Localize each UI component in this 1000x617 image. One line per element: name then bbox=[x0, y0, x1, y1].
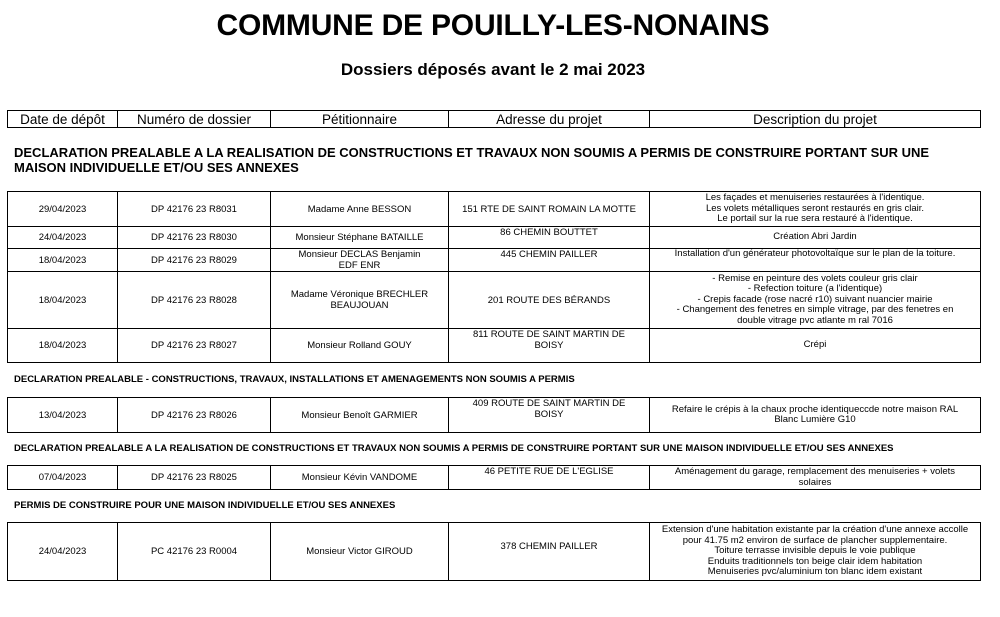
section-heading: PERMIS DE CONSTRUIRE POUR UNE MAISON INDIVIDUELLE ET/OU SES ANNEXES bbox=[14, 500, 396, 511]
cell-date: 18/04/2023 bbox=[8, 329, 118, 363]
cell-petitionnaire bbox=[271, 192, 449, 227]
line: 445 CHEMIN PAILLER bbox=[500, 249, 598, 260]
table-row bbox=[8, 227, 981, 249]
line: 86 CHEMIN BOUTTET bbox=[500, 227, 598, 238]
cell-adresse bbox=[449, 227, 650, 249]
cell-description bbox=[650, 329, 981, 363]
line: Monsieur Stéphane BATAILLE bbox=[295, 232, 424, 243]
line: Monsieur Benoît GARMIER bbox=[301, 409, 418, 421]
line: 46 PETITE RUE DE L'EGLISE bbox=[484, 466, 614, 477]
line: Monsieur Victor GIROUD bbox=[306, 546, 413, 557]
header-description: Description du projet bbox=[650, 111, 981, 128]
line: 378 CHEMIN PAILLER bbox=[500, 541, 598, 552]
header-date: Date de dépôt bbox=[8, 111, 118, 128]
cell-adresse bbox=[449, 466, 650, 490]
header-numero: Numéro de dossier bbox=[118, 111, 271, 128]
cell-numero: DP 42176 23 R8027 bbox=[118, 329, 271, 363]
line: Enduits traditionnels ton beige clair idem habitation bbox=[707, 555, 923, 567]
cell-petitionnaire bbox=[271, 466, 449, 490]
cell-description bbox=[650, 398, 981, 433]
line: Les volets métalliques seront restaurés en gris clair. bbox=[705, 202, 925, 214]
cell-adresse bbox=[449, 329, 650, 363]
cell-petitionnaire bbox=[271, 523, 449, 581]
line: Aménagement du garage, remplacement des menuiseries + volets bbox=[674, 466, 956, 477]
line: Madame Véronique BRECHLER bbox=[290, 289, 429, 300]
cell-numero: DP 42176 23 R8025 bbox=[118, 466, 271, 490]
line: Toiture terrasse invisible depuis le voie publique bbox=[714, 545, 916, 557]
header-petitionnaire: Pétitionnaire bbox=[271, 111, 449, 128]
line: Les façades et menuiseries restaurées à l'identique. bbox=[705, 192, 925, 204]
line: pour 41.75 m2 environ de surface de plancher supplementaire. bbox=[682, 534, 948, 546]
cell-description bbox=[650, 249, 981, 272]
cell-adresse bbox=[449, 249, 650, 272]
dossier-table bbox=[7, 522, 981, 581]
line: BEAUJOUAN bbox=[330, 300, 389, 311]
line: 151 RTE DE SAINT ROMAIN LA MOTTE bbox=[462, 203, 636, 215]
page-title: COMMUNE DE POUILLY-LES-NONAINS bbox=[216, 9, 770, 42]
line: Installation d'un générateur photovoltaïque sur le plan de la toiture. bbox=[674, 248, 956, 259]
line: Blanc Lumière G10 bbox=[774, 414, 856, 425]
cell-date: 24/04/2023 bbox=[8, 523, 118, 581]
line: double vitrage pvc atlante m ral 7016 bbox=[737, 314, 893, 326]
line: BOISY bbox=[534, 409, 564, 420]
line: Extension d'une habitation existante par la création d'une annexe accolle bbox=[661, 524, 969, 536]
table-row bbox=[8, 272, 981, 329]
line: Création Abri Jardin bbox=[773, 231, 857, 243]
cell-numero: PC 42176 23 R0004 bbox=[118, 523, 271, 581]
cell-date: 18/04/2023 bbox=[8, 272, 118, 329]
section-heading: DECLARATION PREALABLE A LA REALISATION DE CONSTRUCTIONS ET TRAVAUX NON SOUMIS A PERMIS DE CONSTRUIRE PORTANT SUR UNE MAISON INDIVIDUELLE ET/OU SES ANNEXES bbox=[14, 443, 894, 454]
cell-description bbox=[650, 466, 981, 490]
cell-numero: DP 42176 23 R8026 bbox=[118, 398, 271, 433]
line: 409 ROUTE DE SAINT MARTIN DE bbox=[472, 398, 626, 409]
cell-description bbox=[650, 272, 981, 329]
column-header-row bbox=[8, 111, 981, 128]
line: Madame Anne BESSON bbox=[307, 203, 412, 215]
column-header-table bbox=[7, 110, 981, 128]
line: Le portail sur la rue sera restauré à l'identique. bbox=[717, 213, 913, 225]
cell-numero: DP 42176 23 R8029 bbox=[118, 249, 271, 272]
line: - Changement des fenetres en simple vitrage, par des fenetres en bbox=[676, 304, 954, 316]
cell-date: 29/04/2023 bbox=[8, 192, 118, 227]
cell-description bbox=[650, 227, 981, 249]
dossier-table bbox=[7, 191, 981, 363]
cell-adresse bbox=[449, 523, 650, 581]
cell-petitionnaire bbox=[271, 249, 449, 272]
line: Crépi bbox=[803, 339, 827, 351]
cell-date: 13/04/2023 bbox=[8, 398, 118, 433]
cell-date: 24/04/2023 bbox=[8, 227, 118, 249]
line: 201 ROUTE DES BÉRANDS bbox=[487, 294, 611, 306]
cell-adresse bbox=[449, 398, 650, 433]
line: Menuiseries pvc/aluminium ton blanc idem existant bbox=[707, 566, 923, 578]
cell-numero: DP 42176 23 R8031 bbox=[118, 192, 271, 227]
line: - Refection toiture (a l'identique) bbox=[747, 283, 883, 295]
line: - Remise en peinture des volets couleur gris clair bbox=[712, 272, 918, 284]
section-heading: DECLARATION PREALABLE A LA REALISATION DE CONSTRUCTIONS ET TRAVAUX NON SOUMIS A PERMIS DE CONSTRUIRE PORTANT SUR UNE MAISON INDIVIDUELLE ET/OU SES ANNEXES bbox=[14, 145, 930, 175]
table-row bbox=[8, 398, 981, 433]
line: Monsieur Kévin VANDOME bbox=[301, 472, 418, 483]
cell-petitionnaire bbox=[271, 272, 449, 329]
table-row bbox=[8, 329, 981, 363]
table-row bbox=[8, 249, 981, 272]
line: BOISY bbox=[534, 340, 564, 351]
cell-adresse bbox=[449, 192, 650, 227]
line: EDF ENR bbox=[338, 260, 381, 271]
table-row bbox=[8, 466, 981, 490]
cell-date: 07/04/2023 bbox=[8, 466, 118, 490]
cell-numero: DP 42176 23 R8030 bbox=[118, 227, 271, 249]
header-adresse: Adresse du projet bbox=[449, 111, 650, 128]
table-row bbox=[8, 192, 981, 227]
table-row bbox=[8, 523, 981, 581]
cell-petitionnaire bbox=[271, 227, 449, 249]
cell-description bbox=[650, 523, 981, 581]
section-heading: DECLARATION PREALABLE - CONSTRUCTIONS, TRAVAUX, INSTALLATIONS ET AMENAGEMENTS NON SOUMIS A PERMIS bbox=[14, 374, 575, 385]
line: 811 ROUTE DE SAINT MARTIN DE bbox=[472, 329, 626, 340]
page-subtitle: Dossiers déposés avant le 2 mai 2023 bbox=[340, 60, 646, 79]
line: - Crepis facade (rose nacré r10) suivant nuancier mairie bbox=[697, 293, 933, 305]
line: Monsieur DECLAS Benjamin bbox=[298, 249, 421, 260]
line: Monsieur Rolland GOUY bbox=[307, 340, 412, 351]
cell-date: 18/04/2023 bbox=[8, 249, 118, 272]
dossier-table bbox=[7, 465, 981, 490]
dossier-table bbox=[7, 397, 981, 433]
cell-petitionnaire bbox=[271, 329, 449, 363]
cell-petitionnaire bbox=[271, 398, 449, 433]
cell-numero: DP 42176 23 R8028 bbox=[118, 272, 271, 329]
cell-description bbox=[650, 192, 981, 227]
line: solaires bbox=[798, 476, 832, 488]
line: Refaire le crépis à la chaux proche identiqueccde notre maison RAL bbox=[671, 403, 959, 415]
cell-adresse bbox=[449, 272, 650, 329]
